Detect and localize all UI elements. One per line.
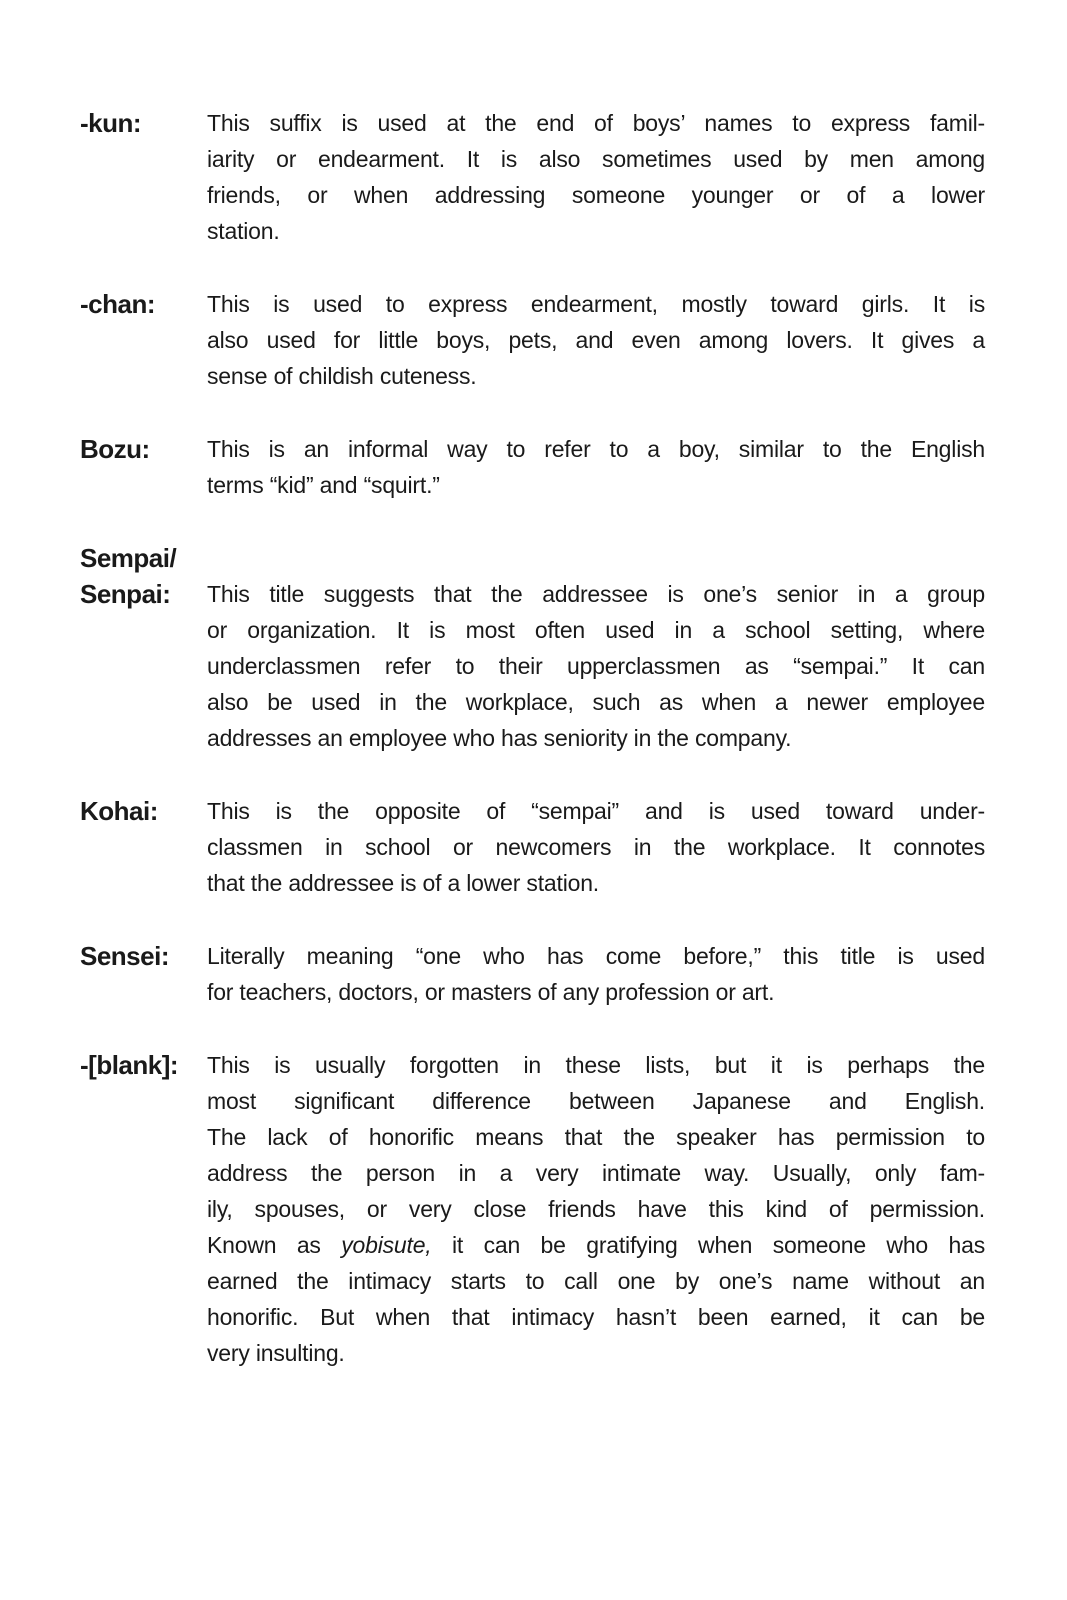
- definition-line: or organization. It is most often used in a school setting, where: [207, 617, 985, 643]
- term-label: [80, 793, 207, 829]
- term-label: [80, 105, 207, 141]
- definition: [207, 431, 985, 503]
- definition-line: also be used in the workplace, such as when a newer employee: [207, 689, 985, 715]
- definition-line: classmen in school or newcomers in the workplace. It connotes: [207, 834, 985, 860]
- definition-line: Known as yobisute, it can be gratifying when someone who has: [207, 1232, 985, 1258]
- definition-line: underclassmen refer to their upperclassmen as “sempai.” It can: [207, 653, 985, 679]
- honorifics-glossary: [80, 105, 985, 1371]
- term-label: [80, 431, 207, 467]
- term-label-line: Senpai:: [80, 579, 171, 609]
- glossary-entry-sempai-senpai: [80, 540, 985, 756]
- definition-line: also used for little boys, pets, and even among lovers. It gives a: [207, 327, 985, 353]
- glossary-entry-chan: [80, 286, 985, 394]
- definition-line: Literally meaning “one who has come before,” this title is used: [207, 943, 985, 969]
- glossary-entry-kohai: [80, 793, 985, 901]
- definition-line: ily, spouses, or very close friends have this kind of permission.: [207, 1196, 985, 1222]
- definition-line: most significant difference between Japanese and English.: [207, 1088, 985, 1114]
- definition-line: This is usually forgotten in these lists, but it is perhaps the: [207, 1052, 985, 1078]
- definition-line: terms “kid” and “squirt.”: [207, 472, 440, 498]
- definition-line: The lack of honorific means that the speaker has permission to: [207, 1124, 985, 1150]
- glossary-entry-blank: [80, 1047, 985, 1371]
- definition-line: iarity or endearment. It is also sometimes used by men among: [207, 146, 985, 172]
- term-label: [80, 286, 207, 322]
- definition-line: This suffix is used at the end of boys’ names to express famil-: [207, 110, 985, 136]
- definition-line: This is used to express endearment, mostly toward girls. It is: [207, 291, 985, 317]
- term-label-line: -chan:: [80, 289, 155, 319]
- term-label-line: Kohai:: [80, 796, 158, 826]
- definition-line: addresses an employee who has seniority in the company.: [207, 725, 792, 751]
- term-label: [80, 938, 207, 974]
- definition: [207, 576, 985, 756]
- term-label-line: Sempai/: [80, 543, 177, 573]
- definition: [207, 286, 985, 394]
- term-label-line: -kun:: [80, 108, 142, 138]
- definition-line: friends, or when addressing someone younger or of a lower: [207, 182, 985, 208]
- definition-line: This title suggests that the addressee is one’s senior in a group: [207, 581, 985, 607]
- term-label-line: Bozu:: [80, 434, 150, 464]
- definition: [207, 1047, 985, 1371]
- term-label: [80, 1047, 207, 1083]
- glossary-entry-sensei: [80, 938, 985, 1010]
- term-label: [80, 540, 207, 612]
- definition: [207, 105, 985, 249]
- definition-line: address the person in a very intimate way. Usually, only fam-: [207, 1160, 985, 1186]
- definition-line: station.: [207, 218, 280, 244]
- glossary-entry-bozu: [80, 431, 985, 503]
- definition-line: This is an informal way to refer to a boy, similar to the English: [207, 436, 985, 462]
- term-label-line: Sensei:: [80, 941, 169, 971]
- definition: [207, 938, 985, 1010]
- definition: [207, 793, 985, 901]
- definition-line: very insulting.: [207, 1340, 345, 1366]
- definition-line: for teachers, doctors, or masters of any profession or art.: [207, 979, 775, 1005]
- term-label-line: -[blank]:: [80, 1050, 179, 1080]
- definition-line: earned the intimacy starts to call one by one’s name without an: [207, 1268, 985, 1294]
- definition-line: that the addressee is of a lower station.: [207, 870, 599, 896]
- definition-line: This is the opposite of “sempai” and is used toward under-: [207, 798, 985, 824]
- definition-line: sense of childish cuteness.: [207, 363, 477, 389]
- glossary-entry-kun: [80, 105, 985, 249]
- definition-line: honorific. But when that intimacy hasn’t been earned, it can be: [207, 1304, 985, 1330]
